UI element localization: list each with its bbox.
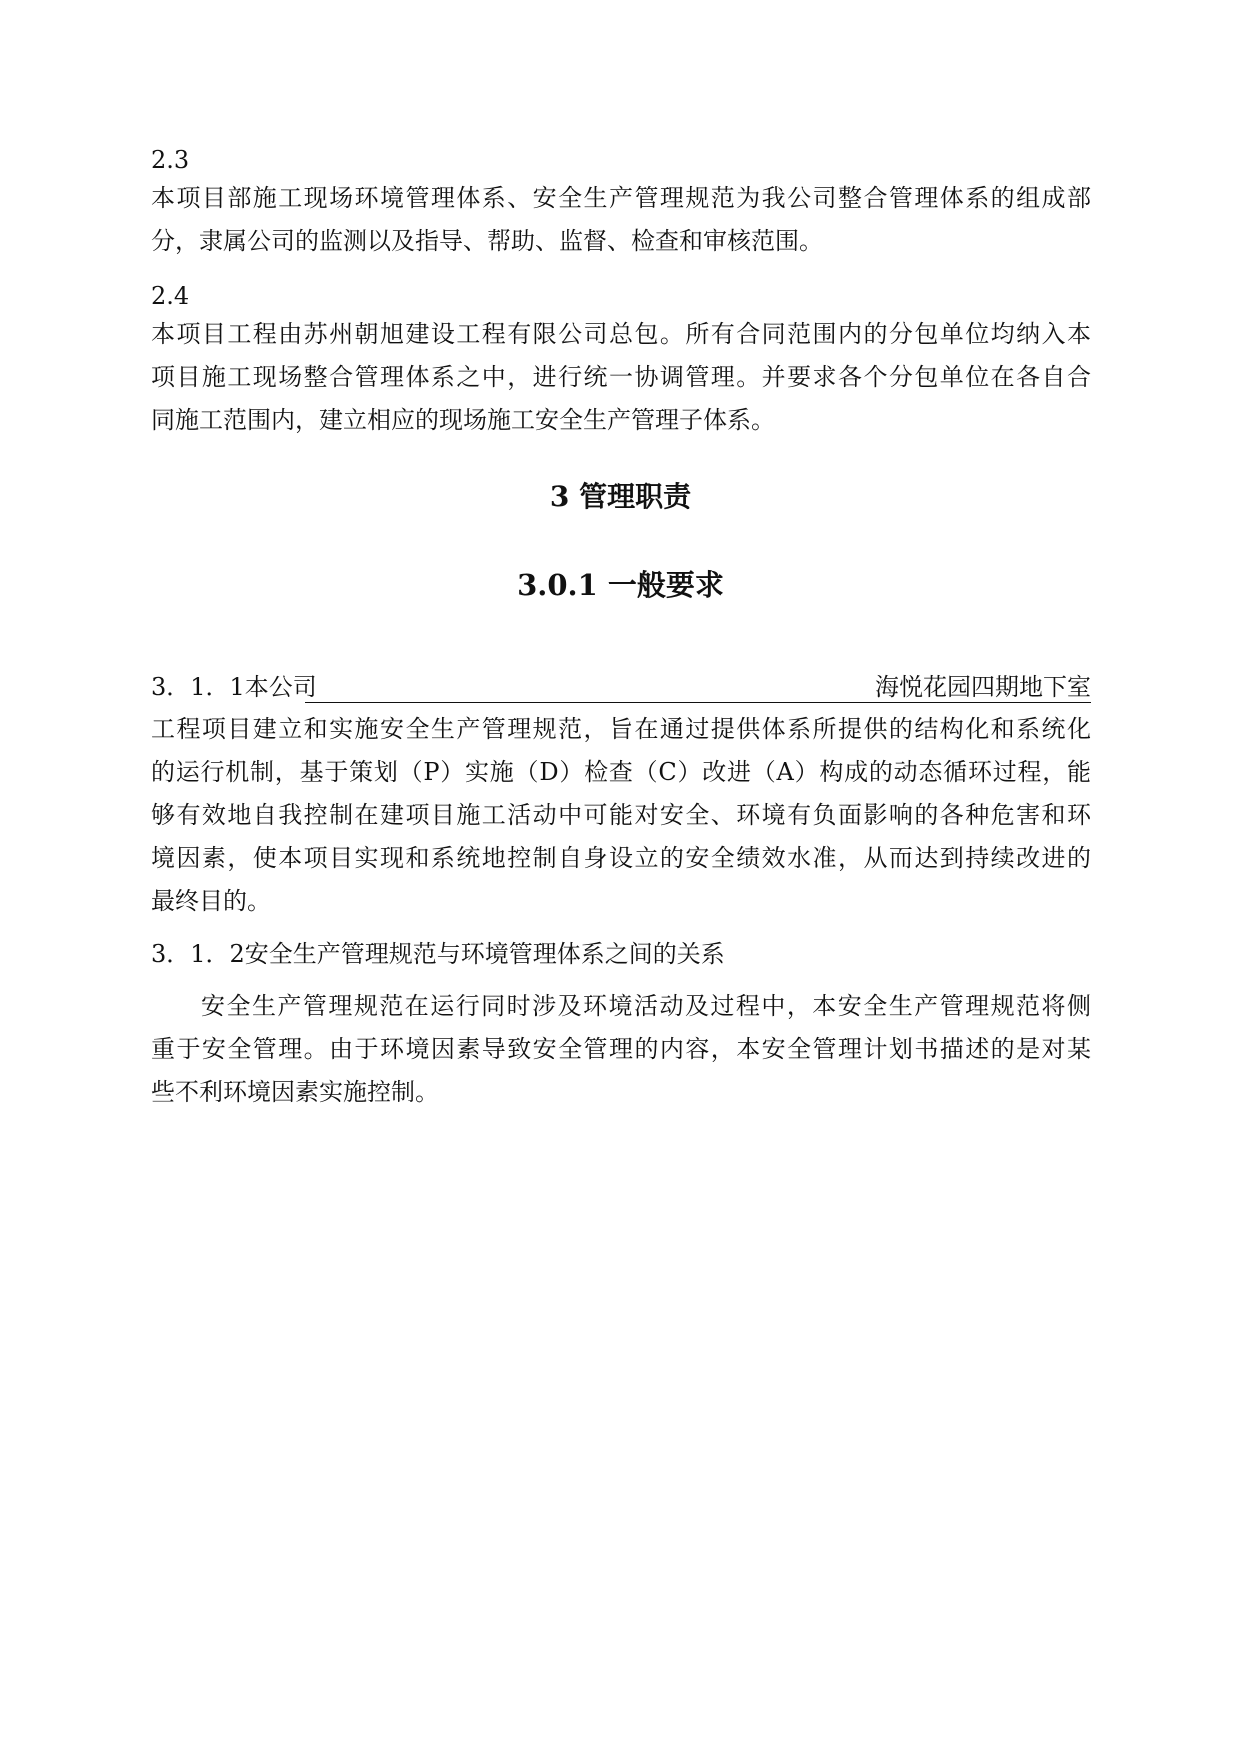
paragraph-2-4-line: 同施工范围内，建立相应的现场施工安全生产管理子体系。: [151, 406, 775, 434]
paragraph-2-4-line: 项目施工现场整合管理体系之中，进行统一协调管理。并要求各个分包单位在各自合: [151, 363, 1091, 391]
clause-3-1-2-title: 3．1．2安全生产管理规范与环境管理体系之间的关系: [151, 940, 725, 968]
project-name: 海悦花园四期地下室: [875, 673, 1091, 701]
clause-3-1-1-line: 够有效地自我控制在建项目施工活动中可能对安全、环境有负面影响的各种危害和环: [151, 801, 1091, 829]
clause-3-1-1-prefix: 3．1．1本公司: [151, 673, 317, 701]
section-number-2-4: 2.4: [151, 282, 190, 310]
clause-3-1-1-line: 最终目的。: [151, 887, 271, 915]
section-number-2-3: 2.3: [151, 146, 190, 174]
clause-3-1-1-line: 境因素，使本项目实现和系统地控制自身设立的安全绩效水准，从而达到持续改进的: [151, 844, 1091, 872]
clause-3-1-2-line: 些不利环境因素实施控制。: [151, 1078, 439, 1106]
paragraph-2-4-line: 本项目工程由苏州朝旭建设工程有限公司总包。所有合同范围内的分包单位均纳入本: [151, 320, 1091, 348]
clause-3-1-2-line: 重于安全管理。由于环境因素导致安全管理的内容，本安全管理计划书描述的是对某: [151, 1035, 1091, 1063]
clause-3-1-1-line: 工程项目建立和实施安全生产管理规范，旨在通过提供体系所提供的结构化和系统化: [151, 715, 1091, 743]
clause-3-1-2-line: 安全生产管理规范在运行同时涉及环境活动及过程中，本安全生产管理规范将侧: [201, 992, 1091, 1020]
clause-3-1-1-line: 的运行机制，基于策划（P）实施（D）检查（C）改进（A）构成的动态循环过程，能: [151, 758, 1091, 786]
section-heading: 3.0.1 一般要求: [517, 568, 724, 602]
clause-3-1-1-first-line: [151, 672, 1091, 706]
chapter-heading: 3 管理职责: [549, 480, 692, 513]
paragraph-2-3-line: 本项目部施工现场环境管理体系、安全生产管理规范为我公司整合管理体系的组成部: [151, 184, 1091, 212]
paragraph-2-3-line: 分，隶属公司的监测以及指导、帮助、监督、检查和审核范围。: [151, 227, 823, 255]
